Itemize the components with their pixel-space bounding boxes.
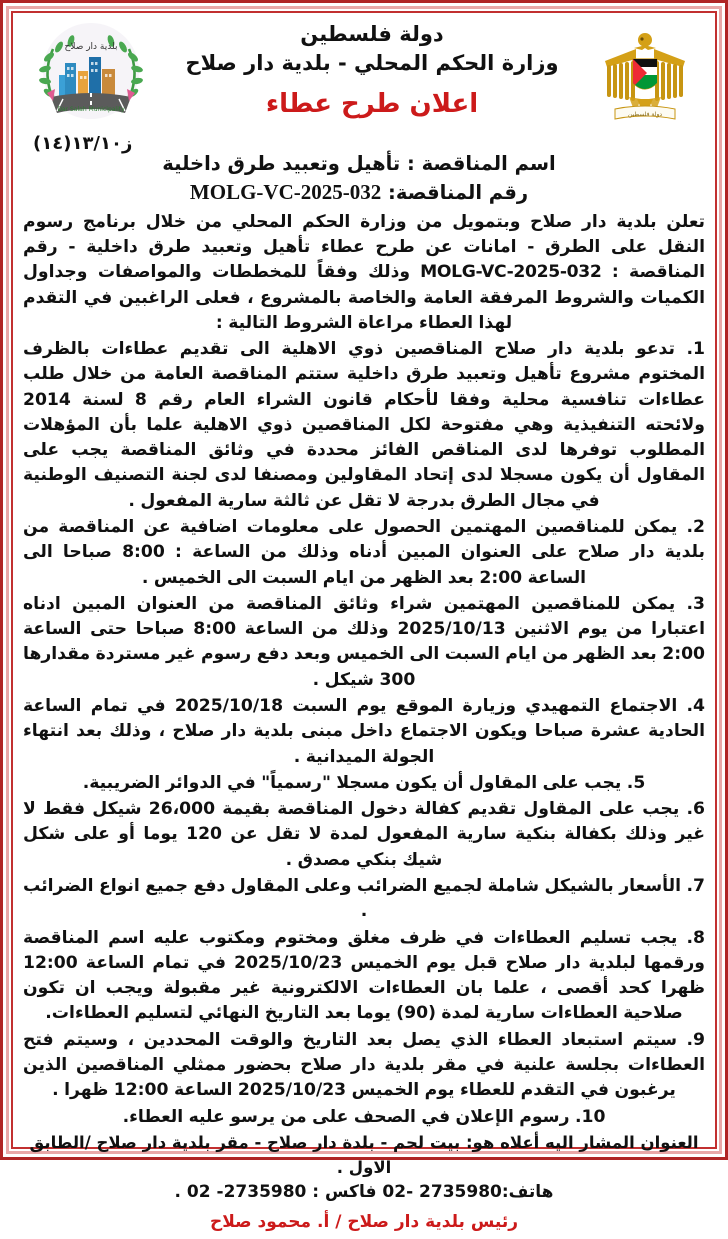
document-header (23, 17, 705, 154)
svg-text:Dar Salah Municipality: Dar Salah Municipality (57, 106, 125, 113)
municipality-logo-icon (29, 19, 153, 131)
state-name: دولة فلسطين (300, 22, 444, 46)
tender-number-value: MOLG-VC-2025-032 (189, 180, 382, 205)
ministry-name: وزارة الحكم المحلي - بلدية دار صلاح (185, 51, 559, 76)
condition-item: 7. الأسعار بالشيكل شاملة لجميع الضرائب وعلى المقاول دفع جميع انواع الضرائب . (23, 875, 705, 922)
tender-number (23, 178, 695, 206)
condition-item: 2. يمكن للمناقصين المهتمين الحصول على معلومات اضافية عن المناقصة من بلدية دار صلاح على العنوان المبين أدناه وذلك من الساعة : 8:00 صباحا الى الساعة 2:00 بعد الظهر من ايام السبت الى الخميس . (23, 517, 706, 588)
condition-item: 9. سيتم استبعاد العطاء الذي يصل بعد التاريخ والوقت المحددين ، وسيتم فتح العطاءات بجلسة علنية في مقر بلدية دار صلاح بحضور ممثلي المناقصين الذين يرغبون في التقدم للعطاء يوم الخميس 2025/10/23 الساعة 12:00 ظهرا . (23, 1029, 705, 1101)
intro-paragraph: تعلن بلدية دار صلاح وبتمويل من وزارة الحكم المحلي من خلال برنامج رسوم النقل على الطرق - امانات عن طرح عطاء تأهيل وتعبيد طرق داخلية - رقم المناقصة : MOLG-VC-2025-032 وذلك وفقاً للمخططات والمواصفات وجداول الكميات والشروط المرفقة العامة والخاصة بالمشروع ، فعلى الراغبين في التقدم لهذا العطاء مراعاة الشروط التالية : (23, 211, 706, 333)
condition-item: 3. يمكن للمناقصين المهتمين شراء وثائق المناقصة من العنوان المبين ادناه اعتبارا من يوم الاثنين 2025/10/13 وذلك من الساعة 8:00 صباحا حتى الساعة 2:00 بعد الظهر من ايام السبت الى الخميس وبعد دفع رسوم غير مستردة مقدارها 300 شيكل . (23, 593, 705, 690)
address-line: العنوان المشار اليه أعلاه هو: بيت لحم - بلدة دار صلاح - مقر بلدية دار صلاح /الطابق الاول . (29, 1132, 699, 1177)
condition-item: 1. تدعو بلدية دار صلاح المناقصين ذوي الاهلية الى تقديم عطاءات بالظرف المختوم مشروع تأهيل وتعبيد طرق داخلية ستتم المناقصة العامة من خلال طلب عطاءات تنافسية محلية وفقا لأحكام قانون الشراء العام رقم 8 لسنة 2014 ولائحته التنفيذية وهي مفتوحة لكل المناقصين ذوي الاهلية علما بأن المؤهلات المطلوب توفرها لدى المناقص الفائز محددة في وثائق المناقصة يجب على المقاول أن يكون مسجلا لدى إتحاد المقاولين ومصنفا لدى لجنة التصنيف الوطنية في مجال الطرق بدرجة لا تقل عن ثالثة سارية المفعول . (23, 339, 706, 511)
tender-identification (23, 151, 705, 207)
header-titles (159, 21, 585, 121)
condition-item: 4. الاجتماع التمهيدي وزيارة الموقع يوم السبت 2025/10/18 في تمام الساعة الحادية عشرة صباحا ويكون الاجتماع داخل مبنى بلدية دار صلاح ، وذلك بعد انتهاء الجولة الميدانية . (23, 696, 705, 767)
palestine-emblem-icon (589, 21, 701, 133)
svg-text:دولة فلسطين: دولة فلسطين (627, 111, 663, 118)
tender-number-label: رقم المناقصة: (388, 181, 529, 205)
svg-text:بلدية دار صلاح: بلدية دار صلاح (64, 42, 118, 52)
condition-item: 10. رسوم الإعلان في الصحف على من يرسو عليه العطاء. (122, 1106, 606, 1127)
signature-line: رئيس بلدية دار صلاح / أ. محمود صلاح (210, 1211, 518, 1232)
contact-line: هاتف:2735980 -02 فاكس : 2735980- 02 . (174, 1182, 554, 1203)
condition-item: 6. يجب على المقاول تقديم كفالة دخول المناقصة بقيمة 26،000 شيكل فقط لا غير وذلك بكفالة بنكية سارية المفعول لمدة لا تقل عن 120 يوما أو على شكل شيك بنكي مصدق . (23, 799, 705, 870)
announcement-title: اعلان طرح عطاء (265, 88, 479, 119)
reference-code: ز١٣/١٠(١٤) (33, 133, 133, 154)
condition-item: 5. يجب على المقاول أن يكون مسجلا "رسمياً" في الدوائر الضريبية. (82, 772, 646, 793)
frame-middle (6, 6, 722, 1232)
condition-item: 8. يجب تسليم العطاءات في ظرف مغلق ومختوم ومكتوب عليه اسم المناقصة ورقمها لبلدية دار صلاح قبل يوم الخميس 2025/10/23 في تمام الساعة 12:00 ظهرا كحد أقصى ، علما بان العطاءات الالكترونية غير مقبولة ويجب ان تكون صلاحية العطاءات سارية لمدة (90) يوما بعد التاريخ النهائي لتسليم العطاءات. (23, 927, 705, 1024)
frame-inner (11, 11, 717, 1232)
document-footer (23, 1131, 705, 1239)
announcement-body (23, 210, 705, 1131)
tender-name: اسم المناقصة : تأهيل وتعبيد طرق داخلية (162, 152, 556, 175)
